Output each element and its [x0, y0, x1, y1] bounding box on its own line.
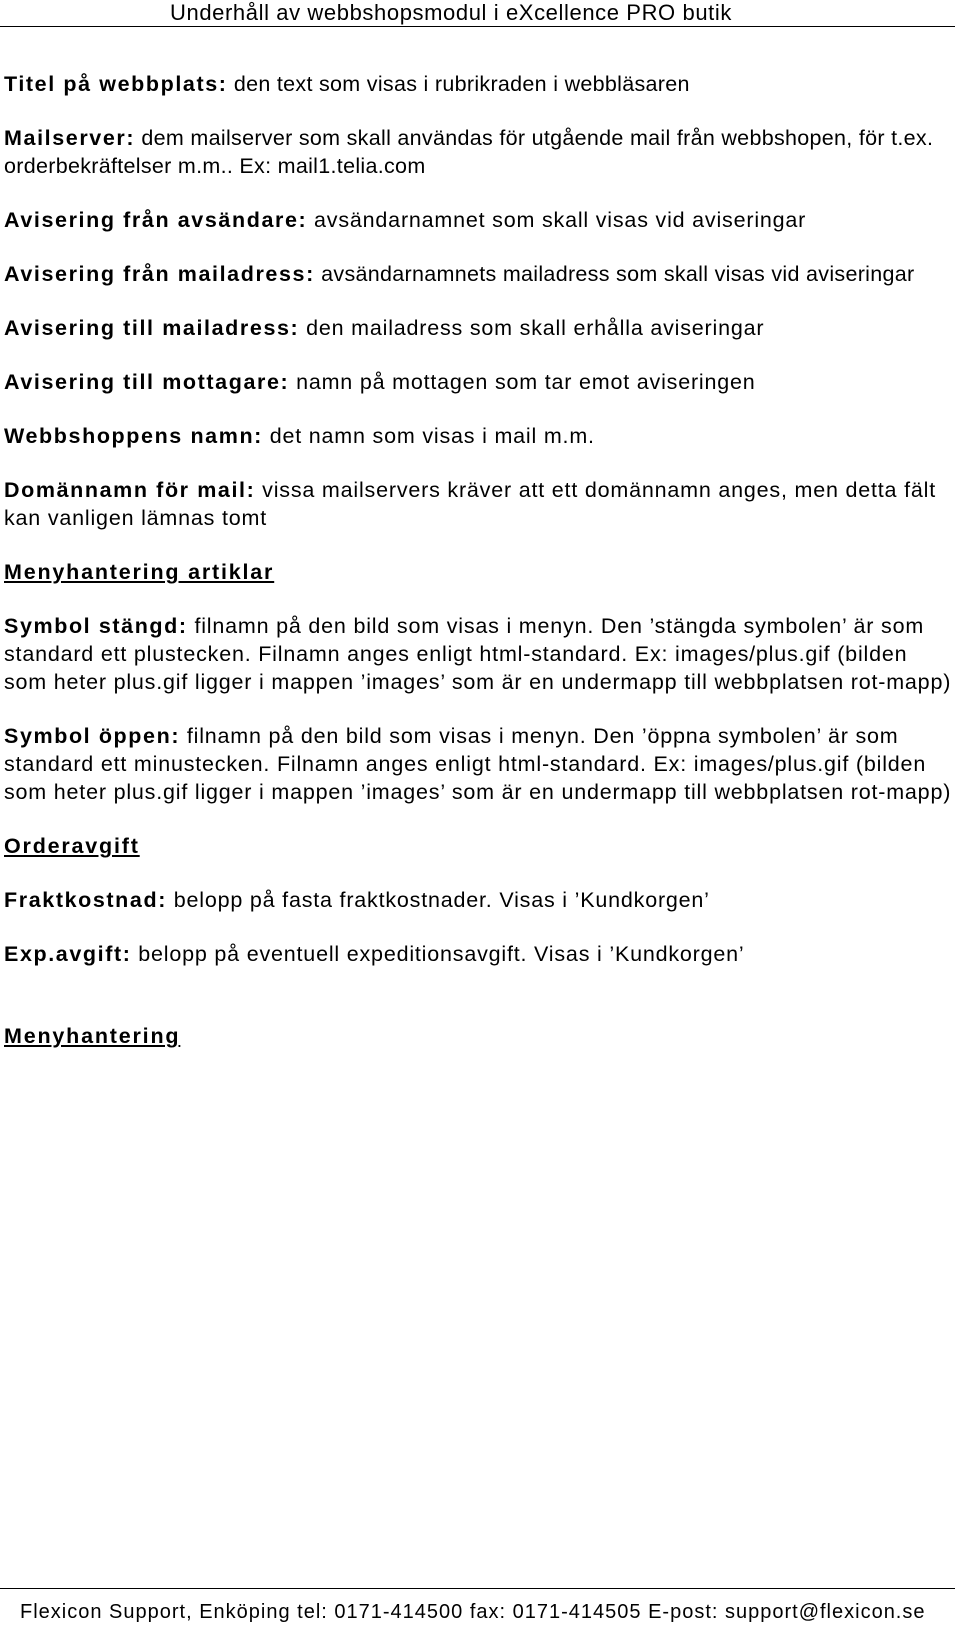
term-label: Mailserver:	[4, 126, 136, 150]
section-heading-menu: Menyhantering	[4, 1024, 181, 1048]
definition-mail-domain	[4, 476, 954, 532]
definition-symbol-open	[4, 722, 954, 806]
definition-notify-sender	[4, 206, 954, 234]
term-label: Avisering från mailadress:	[4, 262, 315, 286]
term-label: Avisering till mailadress:	[4, 316, 300, 340]
definition-notify-recipient	[4, 368, 954, 396]
section-heading-menu-articles: Menyhantering artiklar	[4, 560, 275, 584]
page-footer	[0, 1588, 955, 1629]
term-description: avsändarnamnets mailadress som skall visas vid aviseringar	[314, 262, 915, 286]
term-description: namn på mottagen som tar emot aviseringen	[289, 370, 756, 394]
definition-symbol-closed	[4, 612, 954, 696]
term-description: belopp på eventuell expeditionsavgift. Visas i ’Kundkorgen’	[131, 942, 745, 966]
page-header	[0, 0, 955, 27]
footer-contact: Flexicon Support, Enköping tel: 0171-414500 fax: 0171-414505 E-post: support@flexicon.se	[20, 1601, 926, 1623]
term-description: filnamn på den bild som visas i menyn. Den ’stängda symbolen’ är som standard ett plustecken. Filnamn anges enligt html-standard. Ex: images/plus.gif (bilden som heter plus.gif ligger i mappen ’images’ som är en undermapp till webbplatsen rot-mapp)	[4, 614, 952, 694]
term-label: Exp.avgift:	[4, 942, 132, 966]
term-description: dem mailserver som skall användas för utgående mail från webbshopen, för t.ex. orderbekräftelser m.m.. Ex: mail1.telia.com	[4, 126, 934, 178]
term-description: den mailadress som skall erhålla aviseringar	[299, 316, 765, 340]
term-label: Webbshoppens namn:	[4, 424, 263, 448]
term-label: Domännamn för mail:	[4, 478, 256, 502]
section-heading-order-fee: Orderavgift	[4, 834, 140, 858]
term-label: Symbol öppen:	[4, 724, 181, 748]
term-description: den text som visas i rubrikraden i webbläsaren	[227, 72, 690, 96]
term-description: belopp på fasta fraktkostnader. Visas i ’Kundkorgen’	[166, 888, 710, 912]
term-label: Avisering från avsändare:	[4, 208, 308, 232]
term-label: Symbol stängd:	[4, 614, 188, 638]
term-label: Titel på webbplats:	[4, 72, 228, 96]
document-title: Underhåll av webbshopsmodul i eXcellence PRO butik	[170, 0, 732, 25]
definition-shop-name	[4, 422, 954, 450]
definition-mailserver	[4, 124, 954, 180]
term-description: det namn som visas i mail m.m.	[262, 424, 595, 448]
term-description: avsändarnamnet som skall visas vid aviseringar	[307, 208, 807, 232]
definition-site-title	[4, 70, 954, 98]
term-description: filnamn på den bild som visas i menyn. Den ’öppna symbolen’ är som standard ett minustecken. Filnamn anges enligt html-standard. Ex: images/plus.gif (bilden som heter plus.gif ligger i mappen ’images’ som är en undermapp till webbplatsen rot-mapp)	[4, 724, 952, 804]
term-label: Avisering till mottagare:	[4, 370, 290, 394]
term-label: Fraktkostnad:	[4, 888, 167, 912]
definition-shipping-cost	[4, 886, 954, 914]
definition-notify-to-address	[4, 314, 954, 342]
definition-notify-sender-address	[4, 260, 954, 288]
term-description: vissa mailservers kräver att ett domännamn anges, men detta fält kan vanligen lämnas tomt	[4, 478, 936, 530]
document-body	[4, 70, 954, 1050]
definition-handling-fee	[4, 940, 954, 968]
